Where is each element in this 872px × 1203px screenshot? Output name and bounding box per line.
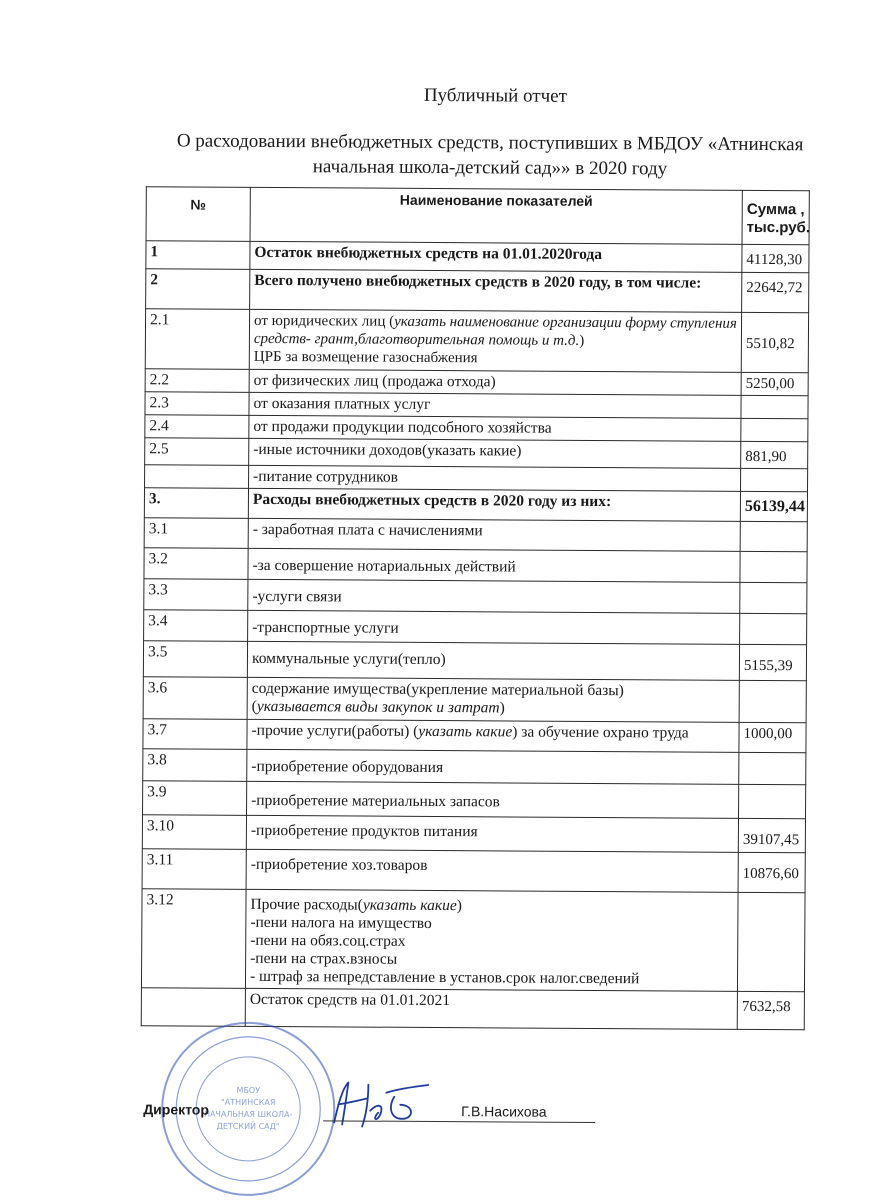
row-name: коммунальные услуги(тепло) xyxy=(247,641,739,680)
row-sum: 7632,58 xyxy=(737,991,804,1029)
row-sum: 22642,72 xyxy=(742,272,809,312)
row-sum: 881,90 xyxy=(741,441,808,468)
column-header-name: Наименование показателей xyxy=(250,187,742,244)
row-sum xyxy=(739,752,806,784)
row-num: 2.5 xyxy=(145,438,249,466)
row-num: 3.2 xyxy=(144,548,248,580)
document-title: Публичный отчет xyxy=(423,84,568,107)
table-row xyxy=(142,815,805,853)
stamp-text-line: НАЧАЛЬНАЯ ШКОЛА- xyxy=(203,1109,293,1120)
signatory-role: Директор xyxy=(143,1101,209,1118)
row-name: Всего получено внебюджетных средств в 2020 году, в том числе: xyxy=(250,269,742,312)
row-sum xyxy=(741,468,808,491)
signature-block xyxy=(143,1101,803,1145)
row-name-part: Прочие расходы( xyxy=(250,895,363,914)
column-header-sum: Сумма , тыс.руб. xyxy=(742,190,809,244)
table-row xyxy=(143,677,806,723)
row-name-italic: указать какие xyxy=(418,722,513,741)
signature-line xyxy=(323,1120,595,1123)
row-name: - заработная плата с начислениями xyxy=(248,518,740,551)
row-name: Расходы внебюджетных средств в 2020 году из них: xyxy=(248,488,740,521)
row-num: 2.2 xyxy=(145,369,249,393)
row-num xyxy=(145,465,249,489)
row-name-part: от юридических лиц ( xyxy=(253,312,395,330)
row-name-part: ) за обучение охрано труда xyxy=(512,723,689,742)
row-name-line: -пени налога на имущество xyxy=(250,913,432,932)
row-name: -транспортные услуги xyxy=(248,610,740,644)
row-num: 3.1 xyxy=(144,518,248,549)
row-name-line: -пени на страх.взносы xyxy=(250,949,398,968)
row-name xyxy=(249,309,741,372)
document-subtitle xyxy=(149,128,831,182)
row-num: 2.3 xyxy=(145,392,249,416)
table-row xyxy=(144,610,807,645)
row-name: -приобретение материальных запасов xyxy=(247,781,739,818)
row-sum xyxy=(737,892,805,991)
row-name-part: -прочие услуги(работы) ( xyxy=(251,721,419,740)
row-num: 3.10 xyxy=(142,815,246,850)
row-sum xyxy=(740,582,807,613)
row-name: -иные источники доходов(указать какие) xyxy=(249,438,741,468)
row-num: 3.8 xyxy=(143,749,247,782)
row-name-part: содержание имущества(укрепление материальной базы) xyxy=(251,679,624,700)
table-row xyxy=(144,579,807,614)
row-name: -приобретение оборудования xyxy=(247,749,739,784)
row-name: от физических лиц (продажа отхода) xyxy=(249,369,741,395)
row-num: 3.5 xyxy=(143,641,247,678)
row-name-part: ) xyxy=(579,332,585,349)
table-row xyxy=(144,488,807,522)
row-sum: 10876,60 xyxy=(738,852,805,892)
row-name-italic: указать какие xyxy=(362,896,457,915)
row-sum xyxy=(740,551,807,582)
column-header-num: № xyxy=(146,187,250,242)
row-name: -приобретение продуктов питания xyxy=(246,815,738,852)
row-name: -приобретение хоз.товаров xyxy=(246,849,738,892)
report-table xyxy=(141,186,810,1030)
table-row xyxy=(144,548,807,583)
row-name-italic: указывается виды закупок и затрат xyxy=(256,697,500,717)
row-name: Остаток средств на 01.01.2021 xyxy=(245,988,737,1029)
row-name xyxy=(245,889,738,991)
row-num: 2 xyxy=(146,269,250,310)
row-num: 3.12 xyxy=(141,889,246,989)
row-name: Остаток внебюджетных средств на 01.01.2020года xyxy=(250,241,742,272)
row-num: 2.1 xyxy=(145,309,249,370)
row-name-line: -пени на обяз.соц.страх xyxy=(250,931,406,950)
stamp-text-line: "АТНИНСКАЯ xyxy=(221,1097,276,1108)
signatory-name: Г.В.Насихова xyxy=(461,1103,547,1120)
row-num: 1 xyxy=(146,241,250,270)
row-sum xyxy=(741,418,808,441)
row-num: 3.6 xyxy=(143,677,247,720)
row-sum xyxy=(741,395,808,418)
subtitle-line-1: О расходовании внебюджетных средств, поступивших в МБДОУ «Атнинская xyxy=(176,130,804,156)
row-sum: 5510,82 xyxy=(741,312,808,372)
row-name-line: - штраф за непредставление в установ.срок налог.сведений xyxy=(249,967,640,988)
row-num: 2.4 xyxy=(145,415,249,439)
row-num: 3.4 xyxy=(144,610,248,642)
row-sum: 39107,45 xyxy=(738,818,805,852)
row-num: 3.9 xyxy=(143,781,247,816)
table-row xyxy=(143,641,806,681)
table-row xyxy=(141,889,805,992)
row-num: 3. xyxy=(144,488,248,519)
row-sum: 5250,00 xyxy=(741,372,808,395)
stamp-text-line: МБОУ xyxy=(236,1085,261,1095)
row-name: от продажи продукции подсобного хозяйства xyxy=(249,415,741,441)
row-name: от оказания платных услуг xyxy=(249,392,741,418)
row-num: 3.7 xyxy=(143,719,247,750)
table-row xyxy=(146,269,809,313)
row-num: 3.3 xyxy=(144,579,248,611)
row-name: -услуги связи xyxy=(248,579,740,613)
table-row xyxy=(145,438,808,469)
row-name: -питание сотрудников xyxy=(249,465,741,491)
table-row xyxy=(143,781,806,819)
table-header-row xyxy=(146,187,809,245)
row-sum xyxy=(740,521,807,551)
row-sum xyxy=(739,680,806,722)
row-name-part: ( xyxy=(251,697,257,715)
table-row xyxy=(146,241,809,273)
row-num: 3.11 xyxy=(142,849,246,890)
row-sum: 56139,44 xyxy=(740,491,807,521)
row-name-part: ) xyxy=(456,897,462,915)
table-row xyxy=(143,719,806,753)
table-row xyxy=(143,749,806,785)
row-sum: 5155,39 xyxy=(739,644,806,680)
row-name: -за совершение нотариальных действий xyxy=(248,548,740,582)
row-name-part: ) xyxy=(499,699,505,717)
stamp-text-line: ДЕТСКИЙ САД" xyxy=(216,1121,280,1132)
row-sum xyxy=(739,784,806,818)
row-sum xyxy=(740,613,807,644)
row-name xyxy=(247,677,739,722)
subtitle-line-2: начальная школа-детский сад»» в 2020 году xyxy=(312,156,668,180)
row-name-line: ЦРБ за возмещение газоснабжения xyxy=(253,348,478,367)
row-name xyxy=(247,719,739,752)
row-sum: 41128,30 xyxy=(742,244,809,272)
table-row xyxy=(144,518,807,552)
table-row xyxy=(142,849,805,893)
row-sum: 1000,00 xyxy=(739,722,806,752)
row-name-italic: указать наименование организации форму ступления средств- грант,благотворительная помощь и т.д. xyxy=(253,313,737,349)
table-row xyxy=(145,309,808,373)
